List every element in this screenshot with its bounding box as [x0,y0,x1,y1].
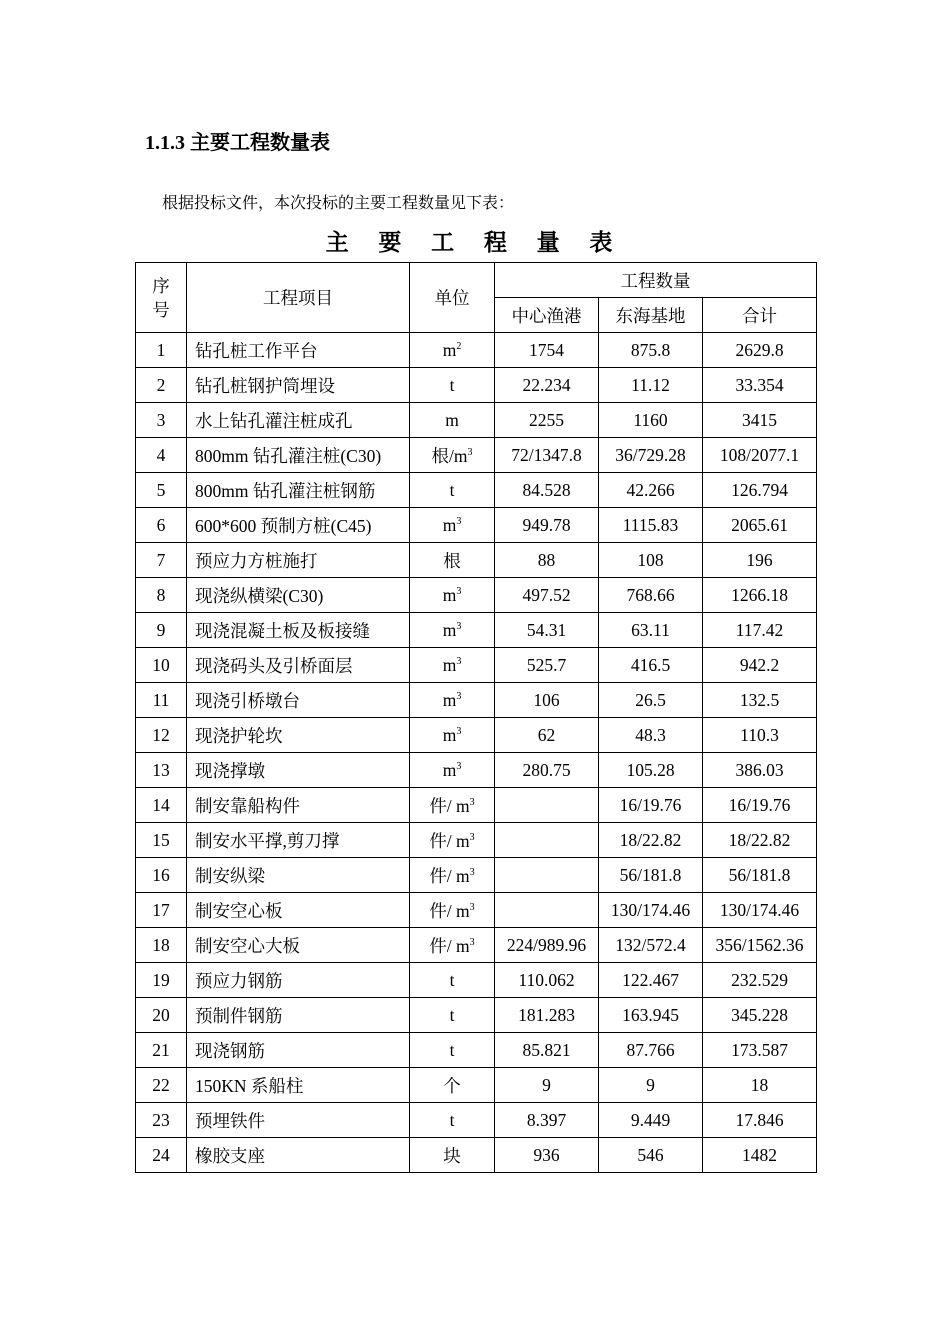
row-number-cell: 4 [136,438,187,473]
total-cell: 16/19.76 [703,788,817,823]
unit-cell [410,403,495,438]
row-number-cell: 18 [136,928,187,963]
table-row [136,333,817,368]
table-row [136,508,817,543]
unit-text: 件/ m [429,830,470,851]
unit-cell [410,1138,495,1173]
item-name-cell: 现浇引桥墩台 [187,683,410,718]
item-name-cell: 预应力方桩施打 [187,543,410,578]
table-row [136,1068,817,1103]
total-cell: 386.03 [703,753,817,788]
table-row [136,438,817,473]
center-fishing-port-cell [495,893,599,928]
center-fishing-port-cell: 525.7 [495,648,599,683]
unit-cell [410,753,495,788]
total-cell: 130/174.46 [703,893,817,928]
table-row [136,543,817,578]
donghai-base-cell: 132/572.4 [599,928,703,963]
unit-superscript: 3 [469,831,475,843]
item-name-cell: 钻孔桩钢护筒埋设 [187,368,410,403]
unit-text: 件/ m [429,795,470,816]
unit-cell [410,718,495,753]
center-fishing-port-cell: 22.234 [495,368,599,403]
total-cell: 56/181.8 [703,858,817,893]
item-name-cell: 预埋铁件 [187,1103,410,1138]
donghai-base-cell: 1160 [599,403,703,438]
total-cell: 2065.61 [703,508,817,543]
donghai-base-cell: 18/22.82 [599,823,703,858]
unit-superscript: 2 [456,340,462,352]
table-row [136,1033,817,1068]
unit-text: t [449,374,455,395]
row-number-cell: 2 [136,368,187,403]
unit-superscript: 3 [456,515,462,527]
header-item: 工程项目 [187,263,410,333]
unit-superscript: 3 [456,620,462,632]
item-name-cell: 制安空心大板 [187,928,410,963]
total-cell: 18 [703,1068,817,1103]
table-row [136,998,817,1033]
center-fishing-port-cell: 88 [495,543,599,578]
unit-cell [410,788,495,823]
donghai-base-cell: 87.766 [599,1033,703,1068]
unit-cell [410,578,495,613]
table-row [136,473,817,508]
center-fishing-port-cell: 54.31 [495,613,599,648]
total-cell: 17.846 [703,1103,817,1138]
table-row [136,788,817,823]
donghai-base-cell: 1115.83 [599,508,703,543]
total-cell: 196 [703,543,817,578]
donghai-base-cell: 546 [599,1138,703,1173]
center-fishing-port-cell: 85.821 [495,1033,599,1068]
unit-text: m [442,759,457,780]
table-row [136,683,817,718]
item-name-cell: 现浇钢筋 [187,1033,410,1068]
center-fishing-port-cell: 110.062 [495,963,599,998]
item-name-cell: 预制件钢筋 [187,998,410,1033]
center-fishing-port-cell [495,858,599,893]
unit-cell [410,858,495,893]
table-row [136,928,817,963]
item-name-cell: 现浇混凝土板及板接缝 [187,613,410,648]
unit-text: 块 [443,1145,461,1166]
center-fishing-port-cell: 280.75 [495,753,599,788]
donghai-base-cell: 11.12 [599,368,703,403]
row-number-cell: 19 [136,963,187,998]
center-fishing-port-cell: 181.283 [495,998,599,1033]
donghai-base-cell: 42.266 [599,473,703,508]
row-number-cell: 5 [136,473,187,508]
row-number-cell: 12 [136,718,187,753]
unit-superscript: 3 [469,866,475,878]
row-number-cell: 23 [136,1103,187,1138]
center-fishing-port-cell: 8.397 [495,1103,599,1138]
row-number-cell: 15 [136,823,187,858]
donghai-base-cell: 416.5 [599,648,703,683]
center-fishing-port-cell [495,788,599,823]
total-cell: 942.2 [703,648,817,683]
donghai-base-cell: 163.945 [599,998,703,1033]
donghai-base-cell: 16/19.76 [599,788,703,823]
row-number-cell: 22 [136,1068,187,1103]
unit-cell [410,473,495,508]
table-row [136,893,817,928]
table-row [136,1138,817,1173]
unit-cell [410,963,495,998]
unit-cell [410,613,495,648]
center-fishing-port-cell: 497.52 [495,578,599,613]
total-cell: 1266.18 [703,578,817,613]
unit-superscript: 3 [469,936,475,948]
total-cell: 18/22.82 [703,823,817,858]
row-number-cell: 21 [136,1033,187,1068]
item-name-cell: 钻孔桩工作平台 [187,333,410,368]
row-number-cell: 17 [136,893,187,928]
table-row [136,403,817,438]
unit-cell [410,928,495,963]
total-cell: 117.42 [703,613,817,648]
unit-superscript: 3 [456,690,462,702]
unit-text: t [449,1109,455,1130]
table-row [136,613,817,648]
unit-text: 根 [443,550,461,571]
total-cell: 110.3 [703,718,817,753]
table-title: 主 要 工 程 量 表 [325,230,625,255]
item-name-cell: 制安靠船构件 [187,788,410,823]
total-cell: 173.587 [703,1033,817,1068]
unit-cell [410,333,495,368]
unit-text: m [442,619,457,640]
donghai-base-cell: 48.3 [599,718,703,753]
center-fishing-port-cell: 936 [495,1138,599,1173]
header-unit: 单位 [410,263,495,333]
table-row [136,753,817,788]
header-col-c: 合计 [703,298,817,333]
unit-cell [410,368,495,403]
center-fishing-port-cell [495,823,599,858]
item-name-cell: 现浇码头及引桥面层 [187,648,410,683]
item-name-cell: 制安水平撑,剪刀撑 [187,823,410,858]
total-cell: 345.228 [703,998,817,1033]
row-number-cell: 20 [136,998,187,1033]
unit-superscript: 3 [456,760,462,772]
total-cell: 356/1562.36 [703,928,817,963]
header-seq [136,263,187,333]
item-name-cell: 制安纵梁 [187,858,410,893]
unit-text: 根/m [431,445,468,466]
table-row [136,963,817,998]
total-cell: 2629.8 [703,333,817,368]
unit-text: 件/ m [429,865,470,886]
total-cell: 108/2077.1 [703,438,817,473]
center-fishing-port-cell: 72/1347.8 [495,438,599,473]
total-cell: 3415 [703,403,817,438]
table-row [136,718,817,753]
header-quantity-group: 工程数量 [495,263,817,298]
row-number-cell: 11 [136,683,187,718]
unit-superscript: 3 [456,585,462,597]
intro-paragraph: 根据投标文件，本次投标的主要工程数量见下表： [162,195,515,212]
unit-cell [410,998,495,1033]
row-number-cell: 24 [136,1138,187,1173]
total-cell: 232.529 [703,963,817,998]
header-col-b: 东海基地 [599,298,703,333]
item-name-cell: 800mm 钻孔灌注桩钢筋 [187,473,410,508]
table-row [136,1103,817,1138]
donghai-base-cell: 26.5 [599,683,703,718]
unit-cell [410,1068,495,1103]
table-row [136,858,817,893]
row-number-cell: 6 [136,508,187,543]
total-cell: 1482 [703,1138,817,1173]
item-name-cell: 现浇护轮坎 [187,718,410,753]
unit-cell [410,1103,495,1138]
total-cell: 33.354 [703,368,817,403]
row-number-cell: 7 [136,543,187,578]
unit-text: m [442,654,457,675]
row-number-cell: 16 [136,858,187,893]
table-body [136,333,817,1173]
unit-superscript: 3 [456,655,462,667]
section-heading: 1.1.3 主要工程数量表 [145,132,330,154]
header-row [136,263,817,298]
header-seq-line2: 号 [152,299,170,320]
unit-text: 件/ m [429,935,470,956]
unit-text: t [449,479,455,500]
unit-superscript: 3 [469,901,475,913]
unit-cell [410,823,495,858]
header-seq-line1: 序 [152,275,170,296]
unit-superscript: 3 [456,725,462,737]
unit-text: m [442,584,457,605]
item-name-cell: 水上钻孔灌注桩成孔 [187,403,410,438]
unit-text: m [442,724,457,745]
unit-text: m [445,409,459,430]
row-number-cell: 1 [136,333,187,368]
donghai-base-cell: 875.8 [599,333,703,368]
donghai-base-cell: 9.449 [599,1103,703,1138]
donghai-base-cell: 9 [599,1068,703,1103]
unit-cell [410,438,495,473]
row-number-cell: 13 [136,753,187,788]
row-number-cell: 8 [136,578,187,613]
item-name-cell: 现浇纵横梁(C30) [187,578,410,613]
donghai-base-cell: 56/181.8 [599,858,703,893]
item-name-cell: 预应力钢筋 [187,963,410,998]
unit-cell [410,893,495,928]
unit-text: 件/ m [429,900,470,921]
center-fishing-port-cell: 62 [495,718,599,753]
item-name-cell: 橡胶支座 [187,1138,410,1173]
center-fishing-port-cell: 224/989.96 [495,928,599,963]
donghai-base-cell: 36/729.28 [599,438,703,473]
center-fishing-port-cell: 9 [495,1068,599,1103]
unit-text: t [449,1039,455,1060]
table-row [136,648,817,683]
donghai-base-cell: 105.28 [599,753,703,788]
item-name-cell: 150KN 系船柱 [187,1068,410,1103]
unit-text: m [442,514,457,535]
unit-cell [410,683,495,718]
item-name-cell: 800mm 钻孔灌注桩(C30) [187,438,410,473]
row-number-cell: 3 [136,403,187,438]
table-row [136,578,817,613]
item-name-cell: 制安空心板 [187,893,410,928]
row-number-cell: 10 [136,648,187,683]
table-row [136,368,817,403]
unit-superscript: 3 [469,796,475,808]
total-cell: 132.5 [703,683,817,718]
center-fishing-port-cell: 949.78 [495,508,599,543]
donghai-base-cell: 108 [599,543,703,578]
unit-cell [410,508,495,543]
center-fishing-port-cell: 106 [495,683,599,718]
unit-text: m [442,339,457,360]
center-fishing-port-cell: 84.528 [495,473,599,508]
unit-text: t [449,1004,455,1025]
header-col-a: 中心渔港 [495,298,599,333]
unit-cell [410,648,495,683]
center-fishing-port-cell: 2255 [495,403,599,438]
unit-cell [410,1033,495,1068]
item-name-cell: 600*600 预制方桩(C45) [187,508,410,543]
donghai-base-cell: 122.467 [599,963,703,998]
row-number-cell: 9 [136,613,187,648]
center-fishing-port-cell: 1754 [495,333,599,368]
table-row [136,823,817,858]
unit-cell [410,543,495,578]
total-cell: 126.794 [703,473,817,508]
quantity-table [135,262,817,1173]
donghai-base-cell: 130/174.46 [599,893,703,928]
unit-text: m [442,689,457,710]
item-name-cell: 现浇撑墩 [187,753,410,788]
unit-text: t [449,969,455,990]
row-number-cell: 14 [136,788,187,823]
donghai-base-cell: 768.66 [599,578,703,613]
donghai-base-cell: 63.11 [599,613,703,648]
unit-text: 个 [443,1075,461,1096]
unit-superscript: 3 [467,446,473,458]
